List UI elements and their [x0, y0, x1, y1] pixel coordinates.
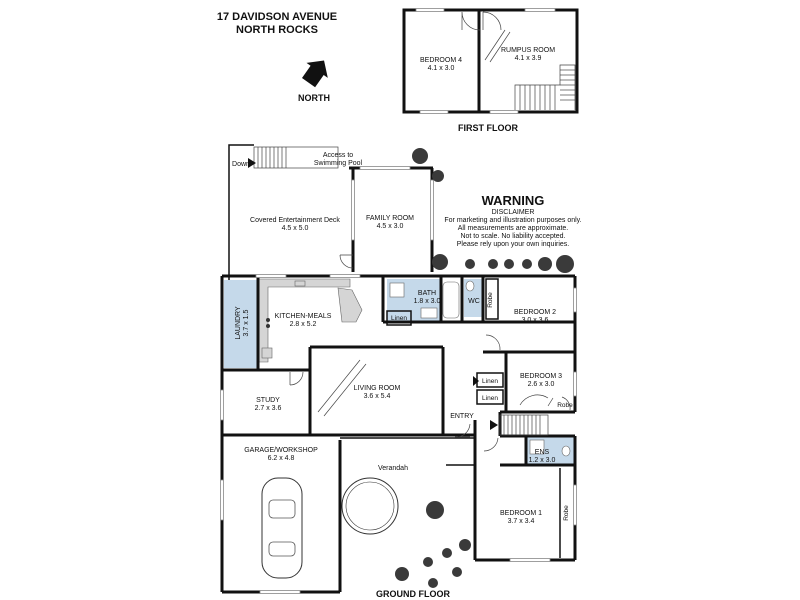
address-line-2: NORTH ROCKS	[236, 24, 318, 36]
car-icon	[262, 478, 302, 578]
room-size-bath: 1.8 x 3.0	[413, 298, 441, 305]
warning-line-4: Please rely upon your own inquiries.	[456, 241, 570, 248]
linen-label-1: Linen	[482, 378, 498, 385]
floor-label-first: FIRST FLOOR	[458, 123, 518, 133]
room-name-living: LIVING ROOM	[353, 385, 401, 392]
room-size-ens: 1.2 x 3.0	[528, 457, 556, 464]
room-size-study: 2.7 x 3.6	[254, 405, 282, 412]
warning-line-3: Not to scale. No liability accepted.	[460, 233, 566, 240]
room-name-ens: ENS	[534, 449, 550, 456]
robe-label-bed1: Robe	[563, 505, 570, 521]
room-name-bedroom3: BEDROOM 3	[519, 373, 563, 380]
warning-disclaimer: DISCLAIMER	[491, 209, 535, 216]
room-name-bedroom1: BEDROOM 1	[499, 510, 543, 517]
room-size-bedroom3: 2.6 x 3.0	[527, 381, 555, 388]
room-size-garage: 6.2 x 4.8	[267, 455, 295, 462]
room-size-kitchen: 2.8 x 5.2	[289, 321, 317, 328]
linen-label-bath: Linen	[391, 315, 407, 322]
room-name-study: STUDY	[256, 397, 280, 404]
round-feature	[342, 478, 398, 534]
address-line-1: 17 DAVIDSON AVENUE	[216, 11, 338, 23]
room-name-bedroom2: BEDROOM 2	[513, 309, 557, 316]
access-label-1: Access to	[322, 152, 354, 159]
warning-line-2: All measurements are approximate.	[457, 225, 569, 232]
room-name-bath: BATH	[417, 290, 437, 297]
room-name-deck: Covered Entertainment Deck	[250, 217, 340, 224]
room-name-bedroom4: BEDROOM 4	[419, 57, 463, 64]
room-name-verandah: Verandah	[378, 465, 408, 472]
room-name-laundry: LAUNDRY	[235, 306, 242, 340]
room-size-bedroom1: 3.7 x 3.4	[507, 518, 535, 525]
warning-line-1: For marketing and illustration purposes only.	[444, 217, 582, 224]
room-name-rumpus: RUMPUS ROOM	[500, 47, 556, 54]
north-arrow-icon	[298, 53, 335, 90]
room-size-family: 4.5 x 3.0	[376, 223, 404, 230]
rumpus-rail	[485, 30, 510, 62]
room-name-family: FAMILY ROOM	[366, 215, 414, 222]
access-label-2: Swimming Pool	[313, 160, 363, 167]
robe-label-bed3: Robe	[557, 402, 573, 409]
room-size-laundry: 3.7 x 1.5	[243, 309, 250, 337]
room-name-wc: WC	[468, 298, 480, 305]
robe-label-bed2: Robe	[487, 292, 494, 308]
room-name-garage: GARAGE/WORKSHOP	[244, 447, 318, 454]
room-size-rumpus: 4.1 x 3.9	[514, 55, 542, 62]
down-label: Down	[232, 161, 250, 168]
entry-label: ENTRY	[450, 413, 474, 420]
stair-arrow-icon	[473, 376, 479, 386]
first-floor-stair	[515, 65, 575, 110]
room-name-kitchen: KITCHEN-MEALS	[274, 313, 332, 320]
linen-label-2: Linen	[482, 395, 498, 402]
entry-arrow-icon	[490, 420, 498, 430]
room-size-living: 3.6 x 5.4	[363, 393, 391, 400]
room-size-bedroom2: 3.0 x 3.6	[521, 317, 549, 324]
warning-title: WARNING	[481, 193, 545, 208]
room-size-bedroom4: 4.1 x 3.0	[427, 65, 455, 72]
north-label: NORTH	[298, 93, 330, 103]
room-size-deck: 4.5 x 5.0	[281, 225, 309, 232]
plant-icons	[395, 148, 574, 588]
floor-label-ground: GROUND FLOOR	[376, 589, 450, 599]
